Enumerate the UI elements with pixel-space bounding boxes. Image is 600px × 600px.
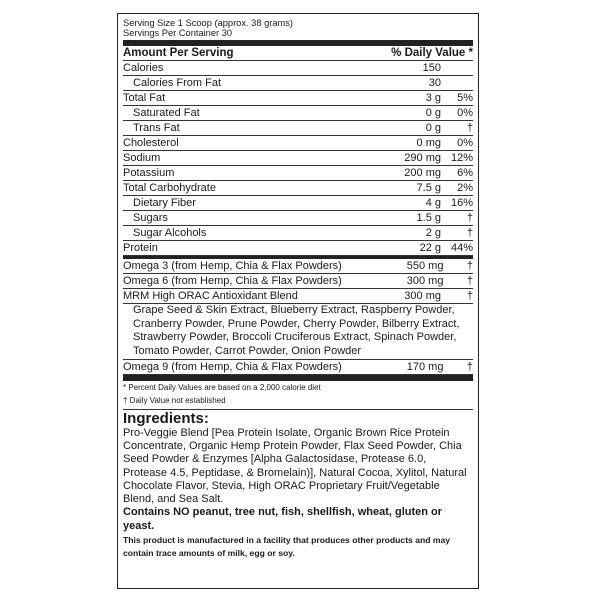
nutrient-name: Total Fat	[123, 92, 166, 104]
nutrient-row	[123, 151, 473, 166]
nutrient-row	[123, 106, 473, 121]
nutrient-row	[123, 136, 473, 151]
nutrient-amount: 0 g	[425, 107, 441, 119]
nutrient-amount: 3 g	[425, 92, 441, 104]
nutrient-dv: 16%	[450, 197, 473, 209]
nutrient-amount: 1.5 g	[416, 212, 441, 224]
nutrient-dv: †	[466, 260, 473, 272]
nutrient-list	[123, 61, 473, 256]
nutrient-row	[123, 181, 473, 196]
nutrient-amount: 7.5 g	[416, 182, 441, 194]
nutrient-amount: 0 mg	[416, 137, 441, 149]
nutrient-row	[123, 166, 473, 181]
nutrient-dv: †	[466, 212, 473, 224]
nutrient-name: Calories From Fat	[133, 77, 222, 89]
nutrient-name: Trans Fat	[133, 122, 180, 134]
footnotes	[123, 381, 473, 410]
servings-per-container: Servings Per Container 30	[123, 28, 233, 38]
allergen-statement: Contains NO peanut, tree nut, fish, shellfish, wheat, gluten or yeast.	[123, 506, 443, 532]
nutrient-dv: 6%	[457, 167, 473, 179]
nutrient-dv: †	[466, 361, 473, 373]
table-header	[123, 46, 473, 61]
nutrient-row	[123, 211, 473, 226]
percent-daily-note: * Percent Daily Values are based on a 2,000 calorie diet	[123, 383, 321, 392]
nutrient-amount: 290 mg	[404, 152, 441, 164]
supplement-list	[123, 259, 473, 304]
nutrient-row	[123, 289, 473, 304]
nutrient-dv: †	[466, 227, 473, 239]
nutrient-row	[123, 196, 473, 211]
nutrient-row	[123, 91, 473, 106]
nutrient-row	[123, 76, 473, 91]
amount-per-serving-label: Amount Per Serving	[123, 47, 234, 59]
nutrient-name: Potassium	[123, 167, 175, 179]
nutrient-amount: 550 mg	[406, 260, 444, 272]
ingredients-title: Ingredients:	[123, 410, 209, 427]
daily-value-label: % Daily Value *	[391, 47, 473, 59]
nutrient-dv: 0%	[457, 107, 473, 119]
nutrient-amount: 150	[422, 62, 441, 74]
nutrient-amount: 170 mg	[406, 361, 444, 373]
nutrient-dv: 5%	[457, 92, 473, 104]
nutrient-dv: 44%	[450, 242, 473, 254]
serving-size: Serving Size 1 Scoop (approx. 38 grams)	[123, 18, 294, 28]
nutrient-amount: 200 mg	[404, 167, 441, 179]
antioxidant-blend-description: Grape Seed & Skin Extract, Blueberry Extract, Raspberry Powder, Cranberry Powder, Prune Powder, Cherry Powder, Bilberry Extract, Strawberry Powder, Broccoli Cruciferous Extract, Spinach Powder, Tomato Powder, Carrot Powder, Onion Powder	[123, 304, 473, 360]
facility-statement: This product is manufactured in a facility that produces other products and may contain trace amounts of milk, egg or soy.	[123, 535, 451, 559]
nutrient-dv: †	[466, 122, 473, 134]
nutrient-name: Total Carbohydrate	[123, 182, 216, 194]
nutrient-row	[123, 61, 473, 76]
nutrient-name: Protein	[123, 242, 158, 254]
nutrient-name: Omega 3 (from Hemp, Chia & Flax Powders)	[123, 260, 342, 272]
nutrient-name: Dietary Fiber	[133, 197, 196, 209]
nutrient-name: Omega 6 (from Hemp, Chia & Flax Powders)	[123, 275, 342, 287]
nutrient-name: Calories	[123, 62, 164, 74]
nutrient-row	[123, 274, 473, 289]
nutrient-dv: †	[466, 275, 473, 287]
nutrient-name: Sodium	[123, 152, 161, 164]
nutrient-dv: †	[466, 290, 473, 302]
nutrient-amount: 30	[428, 77, 441, 89]
supplement-facts-panel	[117, 13, 479, 589]
omega9-row	[123, 360, 473, 375]
nutrient-dv: 12%	[450, 152, 473, 164]
nutrient-row	[123, 241, 473, 256]
nutrient-row	[123, 226, 473, 241]
nutrient-name: Cholesterol	[123, 137, 179, 149]
nutrient-row	[123, 121, 473, 136]
nutrient-name: Omega 9 (from Hemp, Chia & Flax Powders)	[123, 361, 342, 373]
nutrient-dv: 2%	[457, 182, 473, 194]
nutrient-amount: 300 mg	[404, 290, 441, 302]
nutrient-name: Saturated Fat	[133, 107, 200, 119]
nutrient-name: Sugar Alcohols	[133, 227, 207, 239]
nutrient-amount: 0 g	[425, 122, 441, 134]
nutrient-dv: 0%	[457, 137, 473, 149]
nutrient-row	[123, 259, 473, 274]
ingredients-text: Pro-Veggie Blend [Pea Protein Isolate, Organic Brown Rice Protein Concentrate, Organic Hemp Protein Powder, Flax Seed Powder, Chia Seed Powder & Enzymes [Alpha Galactosidase, Protease 6.0, Protease 4.5, Peptidase, & Bromelain)], Natural Cocoa, Xylitol, Natural Chocolate Flavor, Stevia, High ORAC Proprietary Fruit/Vegetable Blend, and Sea Salt.	[123, 427, 467, 506]
nutrient-name: Sugars	[133, 212, 168, 224]
dagger-note: † Daily Value not established	[123, 396, 226, 405]
nutrient-amount: 300 mg	[406, 275, 444, 287]
nutrient-amount: 22 g	[419, 242, 441, 254]
nutrient-amount: 4 g	[425, 197, 441, 209]
nutrient-amount: 2 g	[425, 227, 441, 239]
nutrient-name: MRM High ORAC Antioxidant Blend	[123, 290, 298, 302]
